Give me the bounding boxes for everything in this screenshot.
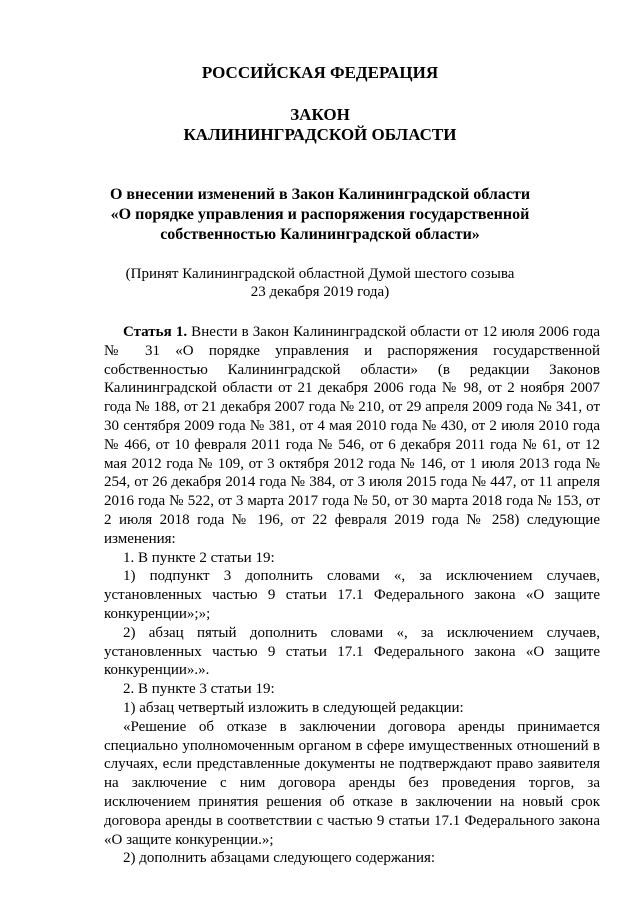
item-1-subitem-1: 1) подпункт 3 дополнить словами «, за исключением случаев, установленных частью 9 статьи 17.1 Федерального закона «О защите конкуренции»;»; — [104, 568, 600, 622]
country-heading: РОССИЙСКАЯ ФЕДЕРАЦИЯ — [201, 63, 439, 82]
subject-line-3: собственностью Калининградской области» — [160, 226, 480, 243]
law-heading: ЗАКОН — [290, 105, 350, 124]
item-1-subitem-2: 2) абзац пятый дополнить словами «, за исключением случаев, установленных частью 9 статьи 17.1 Федерального закона «О защите конкуренции».». — [104, 624, 600, 679]
item-2-quote: «Решение об отказе в заключении договора аренды принимается специально уполномоченным органом в сфере имущественных отношений в случаях, если представленные документы не подтверждают право заявителя на заключение с ним договора аренды без проведения торгов, за исключением принятия решения об отказе в заключении на новый срок договора аренды в соответствии с частью 9 статьи 17.1 Федерального закона «О защите конкуренции.»; — [104, 718, 600, 848]
item-2-subitem-1: 1) абзац четвертый изложить в следующей редакции: — [123, 699, 464, 716]
article-1-intro-text: Внести в Закон Калининградской области от 12 июля 2006 года № 31 «О порядке управления и распоряжения государственной собственностью Калининградской области» (в редакции Законов Калининградской области от 21 декабря 2006 года № 98, от 2 ноября 2007 года № 188, от 21 декабря 2007 года № 210, от 29 апреля 2009 года № 341, от 30 сентября 2009 года № 381, от 4 мая 2010 года № 430, от 2 июля 2010 года № 466, от 10 февраля 2011 года № 546, от 6 декабря 2011 года № 61, от 12 мая 2012 года № 109, от 3 октября 2012 года № 146, от 1 июля 2013 года № 254, от 26 декабря 2014 года № 384, от 3 июля 2015 года № 447, от 11 апреля 2016 года № 522, от 3 марта 2017 года № 50, от 30 марта 2018 года № 153, от 2 июля 2018 года № 196, от 22 февраля 2019 года № 258) следующие изменения: — [104, 324, 600, 547]
article-1-intro — [104, 323, 600, 549]
item-1: 1. В пункте 2 статьи 19: — [123, 549, 275, 566]
subject-line-1: О внесении изменений в Закон Калининградской области — [109, 186, 531, 203]
subject-line-2: «О порядке управления и распоряжения государственной — [110, 206, 530, 223]
article-1-label: Статья 1. — [123, 324, 188, 340]
article-body — [104, 323, 600, 868]
item-2: 2. В пункте 3 статьи 19: — [123, 681, 275, 698]
adoption-line-1: (Принят Калининградской областной Думой шестого созыва — [125, 266, 515, 282]
region-heading: КАЛИНИНГРАДСКОЙ ОБЛАСТИ — [183, 125, 457, 144]
item-2-subitem-2: 2) дополнить абзацами следующего содержания: — [123, 850, 436, 867]
adoption-line-2: 23 декабря 2019 года) — [250, 284, 390, 300]
